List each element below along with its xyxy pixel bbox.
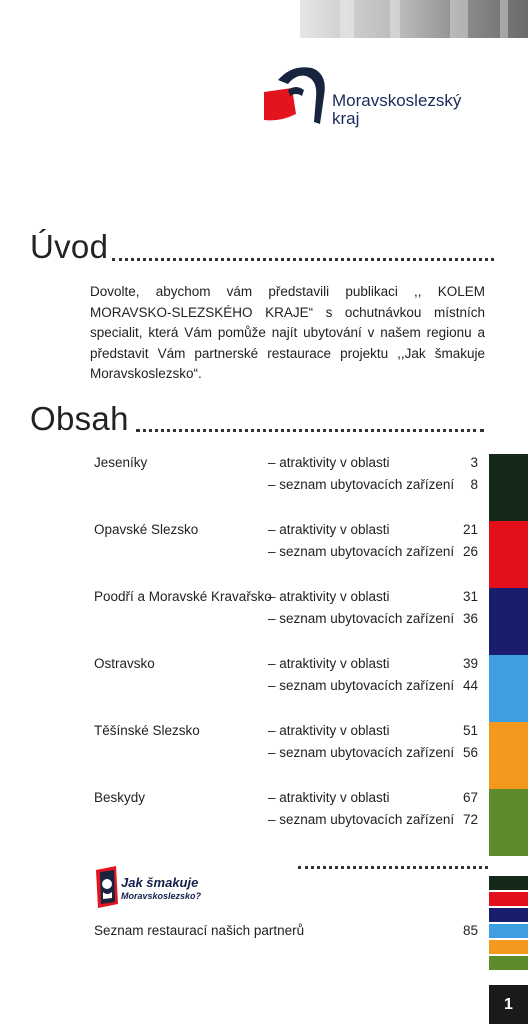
logo-name-line2: kraj (332, 109, 360, 128)
region-color-swatch (489, 940, 528, 954)
region-color-swatch (489, 924, 528, 938)
toc-attractions-page: 51 (462, 723, 478, 738)
partner-section-leader (298, 866, 488, 869)
toc-attractions-label: – atraktivity v oblasti (268, 455, 390, 470)
toc-attractions-page: 39 (462, 656, 478, 671)
toc-lodging-label: – seznam ubytovacích zařízení (268, 611, 455, 626)
toc-attractions-label: – atraktivity v oblasti (268, 522, 390, 537)
toc-attractions-label: – atraktivity v oblasti (268, 656, 390, 671)
toc-attractions-label: – atraktivity v oblasti (268, 589, 390, 604)
toc-attractions-page: 67 (462, 790, 478, 805)
region-color-swatch (489, 956, 528, 970)
region-color-swatch (489, 892, 528, 906)
partner-list-label: Seznam restaurací našich partnerů (94, 923, 305, 938)
toc-region-name: Poodří a Moravské Kravařsko (94, 589, 272, 604)
toc-lodging-page: 26 (462, 544, 478, 559)
toc-lodging-label: – seznam ubytovacích zařízení (268, 812, 455, 827)
intro-heading: Úvod (30, 228, 109, 265)
decorative-top-strip (300, 0, 528, 38)
toc-region-name: Beskydy (94, 790, 146, 805)
toc-attractions-page: 31 (462, 589, 478, 604)
toc-lodging-label: – seznam ubytovacích zařízení (268, 678, 455, 693)
region-color-band (489, 655, 528, 722)
toc-lodging-page: 8 (470, 477, 478, 492)
toc-region-name: Jeseníky (94, 455, 148, 470)
toc-lodging-page: 72 (462, 812, 478, 827)
toc-lodging-page: 44 (462, 678, 478, 693)
region-color-band (489, 588, 528, 655)
toc-lodging-page: 36 (462, 611, 478, 626)
partner-list-page: 85 (462, 923, 478, 938)
toc-attractions-label: – atraktivity v oblasti (268, 790, 390, 805)
region-color-band (489, 789, 528, 856)
toc-lodging-page: 56 (462, 745, 478, 760)
region-emblem-icon (262, 62, 330, 130)
jak-smakuje-title: Jak šmakuje (121, 875, 199, 890)
jak-smakuje-subtitle: Moravskoslezsko? (121, 891, 202, 901)
region-color-band (489, 722, 528, 789)
toc-heading-leader (136, 429, 484, 432)
toc-lodging-label: – seznam ubytovacích zařízení (268, 477, 455, 492)
region-color-band (489, 521, 528, 588)
jak-smakuje-logo (94, 864, 234, 912)
region-logo (262, 62, 462, 132)
intro-paragraph: Dovolte, abychom vám představili publikaci ,, KOLEM MORAVSKO-SLEZSKÉHO KRAJE“ s ochutnávkou místních specialit, která Vám pomůže najít ubytování v našem regionu a představit Vám partnerské restaurace projektu ,,Jak šmakuje Moravskoslezsko“. (90, 284, 485, 381)
region-color-band (489, 454, 528, 521)
toc-attractions-label: – atraktivity v oblasti (268, 723, 390, 738)
toc-heading: Obsah (30, 400, 129, 437)
intro-heading-leader (112, 258, 494, 261)
logo-name-line1: Moravskoslezský (332, 91, 462, 110)
toc-region-name: Ostravsko (94, 656, 155, 671)
toc-lodging-label: – seznam ubytovacích zařízení (268, 745, 455, 760)
toc-region-name: Opavské Slezsko (94, 522, 199, 537)
toc-attractions-page: 21 (462, 522, 478, 537)
jak-smakuje-emblem-icon (94, 866, 120, 908)
toc-attractions-page: 3 (470, 455, 478, 470)
toc-lodging-label: – seznam ubytovacích zařízení (268, 544, 455, 559)
region-color-swatch (489, 908, 528, 922)
toc-region-name: Těšínské Slezsko (94, 723, 200, 738)
page-number: 1 (489, 985, 528, 1024)
region-color-swatch (489, 876, 528, 890)
region-logo-text (332, 92, 461, 128)
